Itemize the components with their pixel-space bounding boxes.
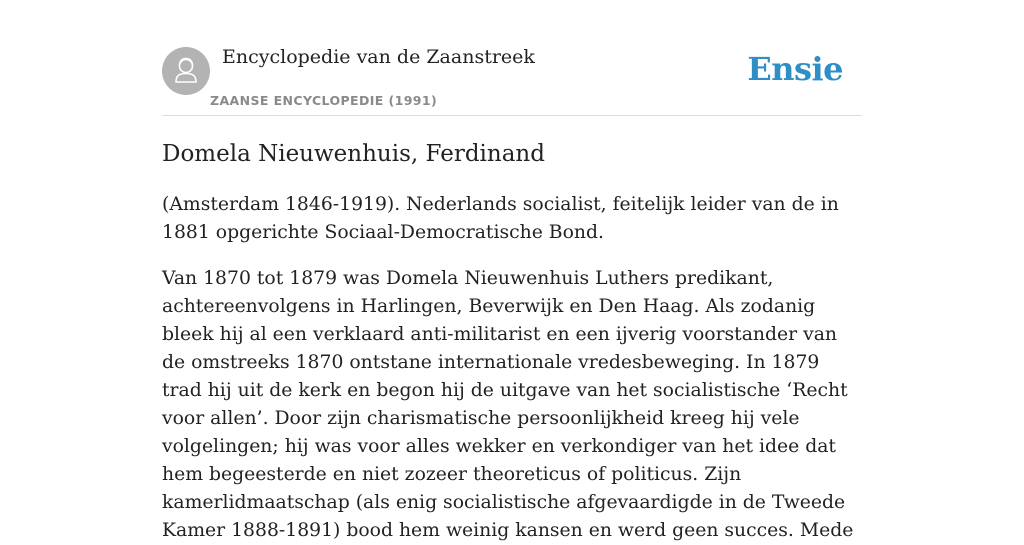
brand-logo[interactable]: Ensie bbox=[747, 50, 843, 88]
user-icon bbox=[162, 47, 210, 95]
article-title: Domela Nieuwenhuis, Ferdinand bbox=[162, 141, 545, 167]
source-subtitle: ZAANSE ENCYCLOPEDIE (1991) bbox=[210, 93, 438, 108]
source-title[interactable]: Encyclopedie van de Zaanstreek bbox=[222, 46, 535, 68]
article-paragraph: Van 1870 tot 1879 was Domela Nieuwenhuis Luthers predikant, achtereenvolgens in Harlingen, Beverwijk en Den Haag. Als zodanig bleek hij al een verklaard anti-militarist en een ijverig voorstander van de omstreeks 1870 ontstane internationale vredesbeweging. In 1879 trad hij uit de kerk en begon hij de uitgave van het socialistische ‘Recht voor allen’. Door zijn charismatische persoonlijkheid kreeg hij vele volgelingen; hij was voor alles wekker en verkondiger van het idee dat hem begeesterde en niet zozeer theoreticus of politicus. Zijn kamerlidmaatschap (als enig socialistische afgevaardigde in de Tweede Kamer 1888-1891) bood hem weinig kansen en werd geen succes. Mede bbox=[162, 268, 854, 541]
avatar[interactable] bbox=[162, 47, 210, 95]
article bbox=[162, 139, 862, 545]
article-intro: (Amsterdam 1846-1919). Nederlands socialist, feitelijk leider van de in 1881 opgerichte Sociaal-Democratische Bond. bbox=[162, 194, 839, 243]
header-divider bbox=[162, 115, 862, 116]
source-header bbox=[162, 46, 862, 116]
article-body bbox=[162, 191, 862, 545]
